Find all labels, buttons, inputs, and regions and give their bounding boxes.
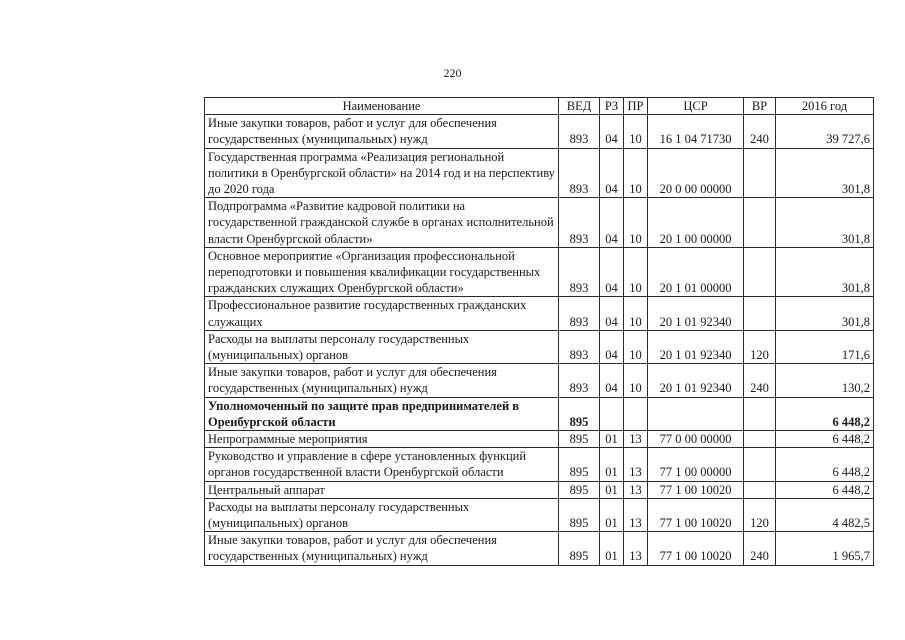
cell-rz: 01 (600, 481, 624, 498)
cell-pr: 10 (624, 247, 648, 297)
cell-ved: 895 (559, 481, 600, 498)
cell-name: Расходы на выплаты персоналу государственных (муниципальных) органов (205, 498, 559, 531)
cell-ved: 893 (559, 364, 600, 397)
cell-amount: 301,8 (776, 247, 874, 297)
cell-pr: 10 (624, 115, 648, 148)
header-ved: ВЕД (559, 98, 600, 115)
table-row (205, 297, 874, 330)
cell-ved: 893 (559, 148, 600, 198)
cell-pr: 13 (624, 498, 648, 531)
cell-name: Иные закупки товаров, работ и услуг для обеспечения государственных (муниципальных) нужд (205, 364, 559, 397)
cell-csr: 20 0 00 00000 (648, 148, 744, 198)
cell-rz: 04 (600, 148, 624, 198)
cell-csr: 77 1 00 10020 (648, 498, 744, 531)
cell-vr (744, 397, 776, 430)
table-row (205, 330, 874, 363)
cell-amount: 39 727,6 (776, 115, 874, 148)
cell-name: Центральный аппарат (205, 481, 559, 498)
header-pr: ПР (624, 98, 648, 115)
table-row (205, 498, 874, 531)
cell-name: Государственная программа «Реализация региональной политики в Оренбургской области» на 2014 год и на перспективу до 2020 года (205, 148, 559, 198)
cell-csr: 20 1 01 00000 (648, 247, 744, 297)
table-row (205, 247, 874, 297)
cell-name: Подпрограмма «Развитие кадровой политики на государственной гражданской службе в органах исполнительной власти Оренбургской области» (205, 198, 559, 248)
cell-rz: 01 (600, 448, 624, 481)
cell-rz: 01 (600, 498, 624, 531)
cell-amount: 171,6 (776, 330, 874, 363)
cell-rz: 04 (600, 364, 624, 397)
cell-name: Основное мероприятие «Организация профессиональной переподготовки и повышения квалификации государственных гражданских служащих Оренбургской области» (205, 247, 559, 297)
table-row (205, 198, 874, 248)
cell-pr (624, 397, 648, 430)
cell-pr: 10 (624, 330, 648, 363)
cell-name: Расходы на выплаты персоналу государственных (муниципальных) органов (205, 330, 559, 363)
cell-ved: 893 (559, 330, 600, 363)
table-body (205, 115, 874, 565)
cell-name: Руководство и управление в сфере установленных функций органов государственной власти Оренбургской области (205, 448, 559, 481)
cell-pr: 13 (624, 448, 648, 481)
cell-csr: 20 1 01 92340 (648, 330, 744, 363)
cell-amount: 1 965,7 (776, 532, 874, 565)
cell-csr (648, 397, 744, 430)
cell-ved: 895 (559, 397, 600, 430)
table-row (205, 115, 874, 148)
cell-rz: 01 (600, 431, 624, 448)
cell-csr: 20 1 00 00000 (648, 198, 744, 248)
cell-rz: 04 (600, 198, 624, 248)
cell-amount: 6 448,2 (776, 481, 874, 498)
cell-amount: 6 448,2 (776, 448, 874, 481)
cell-rz: 04 (600, 247, 624, 297)
cell-vr: 240 (744, 115, 776, 148)
cell-vr (744, 247, 776, 297)
cell-amount: 301,8 (776, 198, 874, 248)
cell-amount: 6 448,2 (776, 397, 874, 430)
cell-rz: 01 (600, 532, 624, 565)
cell-vr: 240 (744, 364, 776, 397)
cell-name: Непрограммные мероприятия (205, 431, 559, 448)
cell-name: Иные закупки товаров, работ и услуг для обеспечения государственных (муниципальных) нужд (205, 115, 559, 148)
cell-rz: 04 (600, 115, 624, 148)
cell-vr (744, 198, 776, 248)
cell-csr: 77 1 00 10020 (648, 481, 744, 498)
page-number: 220 (443, 66, 462, 80)
cell-ved: 895 (559, 498, 600, 531)
cell-ved: 893 (559, 198, 600, 248)
header-vr: ВР (744, 98, 776, 115)
cell-pr: 13 (624, 532, 648, 565)
table-row (205, 397, 874, 430)
header-name: Наименование (205, 98, 559, 115)
cell-pr: 13 (624, 481, 648, 498)
header-year: 2016 год (776, 98, 874, 115)
cell-pr: 10 (624, 198, 648, 248)
cell-amount: 130,2 (776, 364, 874, 397)
cell-name: Иные закупки товаров, работ и услуг для обеспечения государственных (муниципальных) нужд (205, 532, 559, 565)
cell-vr: 120 (744, 498, 776, 531)
header-csr: ЦСР (648, 98, 744, 115)
cell-vr: 120 (744, 330, 776, 363)
cell-csr: 20 1 01 92340 (648, 297, 744, 330)
table-row (205, 448, 874, 481)
cell-csr: 77 1 00 10020 (648, 532, 744, 565)
cell-ved: 893 (559, 115, 600, 148)
cell-pr: 10 (624, 148, 648, 198)
cell-csr: 77 1 00 00000 (648, 448, 744, 481)
cell-ved: 893 (559, 247, 600, 297)
cell-rz: 04 (600, 297, 624, 330)
cell-csr: 77 0 00 00000 (648, 431, 744, 448)
cell-amount: 301,8 (776, 148, 874, 198)
cell-rz (600, 397, 624, 430)
table-row (205, 148, 874, 198)
cell-pr: 10 (624, 364, 648, 397)
cell-amount: 301,8 (776, 297, 874, 330)
cell-vr (744, 148, 776, 198)
cell-amount: 4 482,5 (776, 498, 874, 531)
cell-name: Уполномоченный по защите прав предпринимателей в Оренбургской области (205, 397, 559, 430)
cell-pr: 13 (624, 431, 648, 448)
cell-vr (744, 431, 776, 448)
cell-vr (744, 481, 776, 498)
cell-vr (744, 297, 776, 330)
table-row (205, 532, 874, 565)
table-row (205, 481, 874, 498)
cell-amount: 6 448,2 (776, 431, 874, 448)
header-rz: РЗ (600, 98, 624, 115)
cell-rz: 04 (600, 330, 624, 363)
table-header-row (205, 98, 874, 115)
cell-pr: 10 (624, 297, 648, 330)
budget-table (204, 97, 874, 566)
cell-name: Профессиональное развитие государственных гражданских служащих (205, 297, 559, 330)
cell-ved: 893 (559, 297, 600, 330)
cell-csr: 20 1 01 92340 (648, 364, 744, 397)
cell-ved: 895 (559, 532, 600, 565)
table-row (205, 431, 874, 448)
cell-ved: 895 (559, 448, 600, 481)
cell-vr (744, 448, 776, 481)
cell-vr: 240 (744, 532, 776, 565)
table-row (205, 364, 874, 397)
cell-csr: 16 1 04 71730 (648, 115, 744, 148)
cell-ved: 895 (559, 431, 600, 448)
